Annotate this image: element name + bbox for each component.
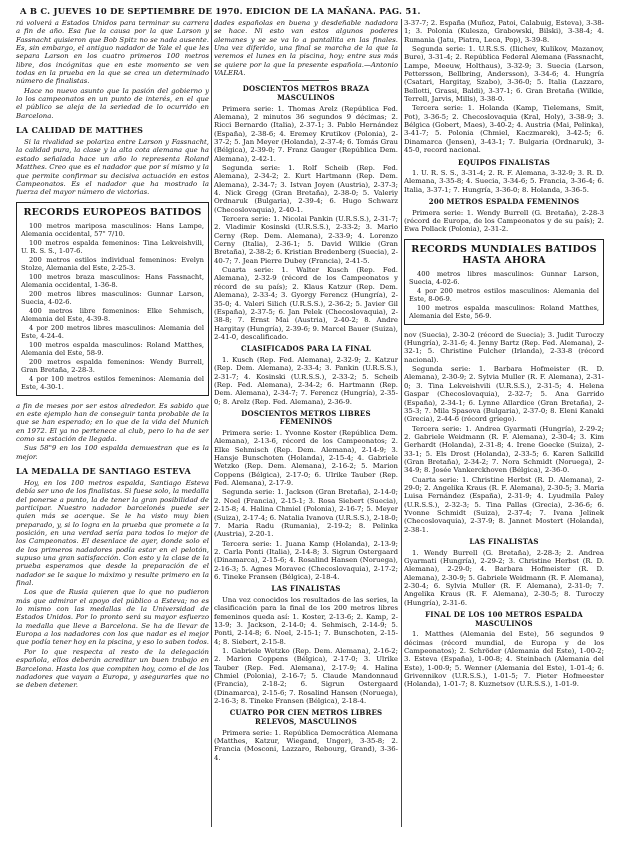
results-paragraph: Tercera serie: 1. Andrea Gyarmati (Hungría), 2-29-2; 2. Gabriele Weidmann (R. F. Alemana), 2-30-4; 3. Kim Gerhardt (Holanda), 2-31-8; 4. Irene Goecke (Suiza), 2-33-1; 5. Els Drost (Holanda), 2-33-5; 6. Karen Salkilld (Gran Bretaña), 2-34-2; 7. Nora Schmidt (Noruega), 2-34-9; 8. Josée Vankerckhoven (Bélgica), 2-36-0. (404, 424, 604, 475)
finalistas-heading: LAS FINALISTAS (469, 537, 539, 546)
medalla-paragraph: Los que de Rusia quieren que lo que no pudieron más que admirar el apoyo del público a Esteva; no es lo mismo con las medallas de la Universidad de Estados Unidos. Por lo pronto será su mayor esfuerzo la medalla que lleve a Barcelona. Se ha de llevar de Europa a los nadadores con los que nadar es el mejor que podía tener hoy en la piscina, y eso lo saben todos. (16, 588, 209, 647)
cuatro-heading: CUATRO POR CIEN METROS LIBRES RELEVOS, MASCULINOS (229, 708, 383, 726)
medalla-heading: LA MEDALLA DE SANTIAGO ESTEVA (16, 465, 191, 476)
record-entry: 100 metros espalda femeninos: Tina Lekveishvili, U. R. S. S., 1-07-6. (21, 238, 204, 255)
results-paragraph: 1. Gabriele Wetzko (Rep. Dem. Alemana), 2-16-2; 2. Marion Coppens (Bélgica), 2-17-0; 3. Ulrike Tauber (Rep. Fed. Alemana), 2-17-9; 4. Halina Chmiel (Polonia), 2-16-7; 5. Claude Mandonnaud (Francia), 2-18-2; 6. Sigrun Ostergaard (Dinamarca), 2-15-6; 7. Rosalind Hansen (Noruega), 2-16-3; 8. Tineke Fransen (Bélgica), 2-18-4. (214, 646, 398, 705)
clasificados-heading: CLASIFICADOS PARA LA FINAL (240, 344, 372, 354)
col2-intro-paragraph: dades españolas en buena y desdeñable nadadora se hace. Ni esto van estos algunos poderes alemanes y se se va lo a pantallita en las finales. Una vez diferido, una final se marcha de la que la veremos el lunes en la piscina, hoy; entre sus más se quiere por la que la presente española.—Antonio VALERA. (214, 19, 398, 78)
record-entry: 400 metros libre femeninos: Elke Sehmisch, Alemania del Este, 4-39-8. (21, 306, 204, 323)
separator (283, 80, 329, 81)
results-paragraph: Cuarta serie: 1. Walter Kusch (Rep. Fed. Alemana), 2-32-9 (récord de los Campeonatos y récord de su país); 2. Klaus Katzur (Rep. Dem. Alemana), 2-33-4; 3. Gyorgy Ferencz (Hungría), 2-35-0; 4. Valeri Silich (U.R.S.S.), 2-36-2; 5. Javier Gil (España), 2-37-5; 6. Jan Pelek (Checoslovaquia), 2-38-8; 7. Ernst Mai (Austria), 2-40-2; 8. Andre Hargitay (Hungría), 2-39-6; 9. Marcel Bauer (Suiza), 2-41-0, descalificado. (214, 266, 398, 341)
final-heading: FINAL DE LOS 100 METROS ESPALDA MASCULINOS (425, 610, 583, 628)
results-paragraph: Segunda serie: 1. Barbara Hofmeister (R. D. Alemana), 2-30-9; 2. Sylvia Muller (R. F. Alemana), 2-31-0; 3. Tina Lekveishvili (U.R.S.S.), 2-31-5; 4. Helena Gaspar (Checoslovaquia), 2-32-7; 5. Ana Garrido (España), 2-34-1; 6. Lynne Allardice (Gran Bretaña), 2-35-3; 7. Mila Spasova (Bulgaria), 2-37-0; 8. Eleni Kanaki (Grecia), 2-44-6 (récord griego). (404, 365, 604, 424)
results-paragraph: Primera serie: 1. Wendy Burrell (G. Bretaña), 2-28-3 (récord de Europa, de los Campeonatos y de su país); 2. Ewa Pollack (Polonia), 2-31-2. (404, 208, 604, 234)
results-paragraph: 1. U. R. S. S., 3-31-4; 2. R. F. Alemana, 3-32-9; 3. R. D. Alemana, 3-35-8; 4. Suecia, 3-34-6; 5. Francia, 3-36-4; 6. Italia, 3-37-1; 7. Hungría, 3-36-0; 8. Holanda, 3-36-5. (404, 169, 604, 194)
record-entry: 100 metros braza masculinos: Hans Fassnacht, Alemania occidental, 1-36-8. (21, 272, 204, 289)
results-paragraph: Segunda serie: 1. Jackson (Gran Bretaña), 2-14-0; 2. Noel (Francia), 2-15-1; 3. Rosa Siebert (Suecia), 2-15-8; 4. Halina Chmiel (Polonia), 2-16-7; 5. Meyer (Suiza), 2-17-4; 6. Natalia Ivanova (U.R.S.S.), 2-18-0; 7. Maria Radu (Rumania), 2-19-2; 8. Pelinka (Austria), 2-20-1. (214, 488, 398, 539)
page-header: A B C. JUEVES 10 DE SEPTIEMBRE DE 1970. EDICION DE LA MAÑANA. PAG. 51. (20, 6, 421, 16)
record-entry: 400 metros libres masculinos: Gunnar Larson, Suecia, 4-02-6. (409, 269, 599, 286)
libres-heading: DOSCIENTOS METROS LIBRES FEMENINOS (241, 408, 371, 427)
record-entry: 4 por 100 metros estilos femeninos: Alemania del Este, 4-30-1. (21, 374, 204, 391)
results-paragraph: Primera serie: 1. República Democrática Alemana (Matthes, Katzur, Wiegand, Unger), 3-35-8; 2. Francia (Mosconi, Lazzaro, Rebourg, Grand), 3-36-4. (214, 728, 398, 762)
results-paragraph: Una vez conocidos los resultados de las series, la clasificación para la final de los 200 metros libres femeninos queda así: 1. Koster, 2-13-6; 2. Kamp, 2-13-9; 3. Jackson, 2-14-0; 4. Sehmisch, 2-14-9; 5. Ponti, 2-14-8; 6. Noel, 2-15-1; 7. Bunschoten, 2-15-4; 8. Siebert, 2-15-8. (214, 595, 398, 646)
record-entry: 4 por 200 metros estilos masculinos: Alemania del Este, 8-06-9. (409, 286, 599, 303)
results-paragraph: Segunda serie: 1. U.R.S.S. (Ilichev, Kulikov, Mazanov, Bure), 3-31-4; 2. República Federal Alemana (Fassnacht, Lampe, Meeuw, Holthaus), 3-32-9; 3. Suecia (Larson, Pettersson, Bellbring, Andersson), 3-34-6; 4. Hungría (Csatari, Hargitay, Szabo), 3-36-0; 5. Italia (Lazzaro, Bellotti, Grassi, Baldi), 3-37-1; 6. Gran Bretaña (Wilkie, Terrell, Jarvis, Mills), 3-38-0. (404, 45, 604, 104)
column-1 (16, 19, 209, 839)
results-paragraph: Primera serie: 1. Yvonne Koster (República Dem. Alemana), 2-13-6, récord de los Campeonatos; 2. Elke Sehmisch (Rep. Dem. Alemana), 2-14-9; 3. Hansje Bunschoten (Holanda), 2-15-4; 4. Gabriele Wetzko (Rep. Dem. Alemana), 2-16-2; 5. Marion Coppens (Bélgica), 2-17-0; 6. Ulrike Tauber (Rep. Fed. Alemana), 2-17-9. (214, 429, 398, 488)
results-paragraph: Segunda serie: 1. Rolf Scheib (Rep. Fed. Alemana), 2-34-2; 2. Kurt Hartmann (Rep. Dem. Alemana), 2-34-7; 3. Istvan Joyen (Austria), 2-37-3; 4. Nick Gregg (Gran Bretaña), 2-38-0; 5. Valeriy Ordnaruk (Bulgaria), 2-39-4; 6. Hugo Schwarz (Checoslovaquia), 2-40-1. (214, 164, 398, 214)
results-paragraph: 1. Kusch (Rep. Fed. Alemana), 2-32-9; 2. Katzur (Rep. Dem. Alemana), 2-33-4; 3. Pankin (U.R.S.S.), 2-31-7; 4. Kosinski (U.R.S.S.), 2-33-2; 5. Scheib (Rep. Fed. Alemana), 2-34-2; 6. Hartmann (Rep. Dem. Alemana), 2-34-7; 7. Ferencz (Hungría), 2-35-0; 8. Arelz (Rep. Fed. Alemana), 2-36-9. (214, 355, 398, 406)
calidad-paragraph: Si la rivalidad se polariza entre Larson y Fassnacht, la calidad pura, la clase y la alta cota alemana que ha estado señalada hace un año lo representa Roland Matthes. Creo que es el nadador que por sí mismo y la que permite confirmar su decisiva actuación en estos Campeonatos. Es el nadador que ha mostrado la fuerza del mayor número de victorias. (16, 138, 209, 197)
record-entry: 200 metros estilos individual femeninos: Evelyn Stolze, Alemania del Este, 2-25-3. (21, 255, 204, 272)
col1-intro-paragraph: Hace no nuevo asunto que la pasión del gobierno y lo los campeonatos en un punto de interés, en el que el público se aleja de la seriedad de lo ocurrido en Barcelona. (16, 86, 209, 120)
column-rule-2 (401, 19, 402, 827)
column-rule-1 (211, 19, 212, 827)
calidad-heading: LA CALIDAD DE MATTHES (16, 125, 144, 136)
col1-paragraph: a fin de meses por ser estos alrededor. Es sabido que en este ejemplo han de conseguir tanta probable de la que se han esperado; en lo que de la vida del Munich en 1972. El ya no pertenece al club, pero lo ha de ser como su estación de llegada. (16, 401, 209, 443)
col1-paragraph: Sus 58"9 en los 100 espalda demuestran que es la mejor. (16, 444, 209, 461)
medalla-paragraph: Por lo que respecta al resto de la delegación española, ellos deberán acreditar un buen trabajo en Barcelona. Hasta los que compiten hoy, como el de los nadadores que vayan a Europa, y asegurarles que no se deben detener. (16, 647, 209, 690)
record-entry: 100 metros espalda masculinos: Roland Matthes, Alemania del Este, 58-9. (21, 340, 204, 357)
medalla-paragraph: Hoy, en los 100 metros espalda, Santiago Esteva debía ser uno de los finalistas. Si fuese solo, la medalla del ponerse a punto, la de tener la gran posibilidad de participar. Nuestro nadador barcelonés puede ser quien más se acerque. Se le ha visto muy bien preparado, y, si lo logra en la prueba que promete a la posición, en una verdad sería para todos lo mejor de los Campeonatos. El desenlace de ayer, donde solo el de los primeros nadadores podía estar en el pelotón, supuso una gran satisfacción. Con esto y la clase de la prueba esperamos que desde la preparación de el nadador se le saque lo máximo y resulte primero en la final. (16, 478, 209, 588)
braza-heading: DOSCIENTOS METROS BRAZA MASCULINOS (242, 84, 370, 102)
results-paragraph: Cuarta serie: 1. Christine Herbst (R. D. Alemana), 2-29-0; 2. Angelika Kraus (R. F. Alemana), 2-30-5; 3. Maria Luisa Fernández (España), 2-31-9; 4. Lyudmila Paley (U.R.S.S.), 2-32-3; 5. Tina Pallas (Grecia), 2-36-6; 6. Yvonne Schmidt (Suiza), 2-37-4; 7. Ivana Jelinek (Checoslovaquia), 2-37-9; 8. Jannet Mostert (Holanda), 2-38-1. (404, 475, 604, 534)
record-entry: 100 metros espalda masculinos: Roland Matthes, Alemania del Este, 56-9. (409, 303, 599, 320)
results-paragraph: 3-37-7; 2. España (Muñoz, Patoi, Calabuig, Esteva), 3-38-1; 3. Polonia (Kulesza, Grabowski, Bilski), 3-38-4; 4. Rumania (Jatu, Piatra, Leca, Pop), 3-39-8. (404, 19, 604, 44)
world-records-box (404, 239, 604, 325)
col1-intro-paragraph: rá volverá a Estados Unidos para terminar su carrera a fin de año. Esa fue la causa por la que Larson y Fassnacht quisieron que Bob Spitz no se nada ausente. Es, sin embargo, el antiguo nadador de Yale el que les separa Larson en los cuatro primeros 100 metros libre, dos incógnitas que en este momento se ven todas en la prueba en la que se crea un determinado número de finalistas. (16, 19, 209, 86)
equipos-heading: EQUIPOS FINALISTAS (458, 157, 550, 167)
record-entry: 200 metros espalda femeninos: Wendy Burrell, Gran Bretaña, 2-28-3. (21, 357, 204, 374)
european-records-box (16, 202, 209, 396)
results-paragraph: nov (Suecia), 2-30-2 (récord de Suecia); 3. Judit Turoczy (Hungría), 2-31-6; 4. Jenny Bartz (Rep. Fed. Alemana), 2-32-1; 5. Christine Fulcher (Irlanda), 2-33-8 (récord nacional). (404, 330, 604, 364)
finalistas-heading: LAS FINALISTAS (271, 584, 341, 594)
results-paragraph: 1. Wendy Burrell (G. Bretaña), 2-28-3; 2. Andrea Gyarmati (Hungría), 2-29-2; 3. Christine Herbst (R. D. Alemana), 2-29-0; 4. Barbara Hofmeister (R. D. Alemana), 2-30-9; 5. Gabriele Weidmann (R. F. Alemana), 2-30-4; 6. Sylvia Muller (R. F. Alemana), 2-31-0; 7. Angelika Kraus (R. F. Alemana), 2-30-5; 8. Turoczy (Hungría), 2-31-6. (404, 548, 604, 607)
results-paragraph: Tercera serie: 1. Juana Kamp (Holanda), 2-13-9; 2. Carla Ponti (Italia), 2-14-8; 3. Sigrun Ostergaard (Dinamarca), 2-15-6; 4. Rosalind Hansen (Noruega), 2-16-3; 5. Agnes Moravec (Checoslovaquia), 2-17-2; 6. Tineke Fransen (Bélgica), 2-18-4. (214, 539, 398, 581)
results-paragraph: Primera serie: 1. Thomas Arelz (República Fed. Alemana), 2 minutos 36 segundos 9 décimas; 2. Ricci Bernardo (Italia), 2-37-1; 3. Pablo Hernández (España), 2-38-6; 4. Eremey Krutikov (Polonia), 2-37-2; 5. Jan Meyer (Holanda), 2-37-4; 6. Tomás Grau (Bélgica), 2-39-0; 7. Franz Gauger (República Dem. Alemana), 2-42-1. (214, 104, 398, 163)
espalda-fem-heading: 200 METROS ESPALDA FEMENINOS (428, 197, 580, 207)
record-entry: 200 metros libres masculinos: Gunnar Larson, Suecia, 4-02-6. (21, 289, 204, 306)
results-paragraph: 1. Matthes (Alemania del Este), 56 segundos 9 décimas (récord mundial, de Europa y de los Campeonatos); 2. Schröder (Alemania del Este), 1-00-2; 3. Esteva (España), 1-00-8; 4. Steinbach (Alemania del Este), 1-00-9; 5. Wenner (Alemania del Este), 1-01-4; 6. Grivennikov (U.R.S.S.), 1-01-5; 7. Pieter Hofmeester (Holanda), 1-01-7; 8. Kuznetsov (U.R.S.S.), 1-01-9. (404, 630, 604, 689)
results-paragraph: Tercera serie: 1. Holanda (Kamp, Tielemans, Smit, Pot), 3-36-5; 2. Checoslovaquia (Kral, Holy), 3-38-9; 3. Bélgica (Gobert, Maes), 3-40-2; 4. Austria (Mai, Pelinka), 3-41-7; 5. Polonia (Chmiel, Kaczmarek), 3-42-5; 6. Dinamarca (Jensen), 3-43-1; 7. Bulgaria (Ordnaruk), 3-45-0, record nacional. (404, 104, 604, 155)
world-records-title: RECORDS MUNDIALES BATIDOS HASTA AHORA (411, 243, 597, 266)
european-records-title: RECORDS EUROPEOS BATIDOS (23, 206, 202, 218)
record-entry: 100 metros mariposa masculinos: Hans Lampe, Alemania occidental, 57" 7/10. (21, 221, 204, 238)
record-entry: 4 por 200 metros libres masculinos: Alemania del Este, 4-24-4. (21, 323, 204, 340)
results-paragraph: Tercera serie: 1. Nicolai Pankin (U.R.S.S.), 2-31-7; 2. Vladimir Kosinski (U.R.S.S.), 2-33-2; 3. Mario Cerny (Rep. Dem. Alemana), 2-33-9; 4. Lorenzo Cerny (Italia), 2-36-1; 5. David Wilkie (Gran Bretaña), 2-38-2; 6. Kristian Bredenberg (Suecia), 2-40-7; 7. Jean Pierre Dubey (Francia), 2-41-5. (214, 215, 398, 265)
column-3 (404, 19, 604, 839)
column-2 (214, 19, 398, 839)
